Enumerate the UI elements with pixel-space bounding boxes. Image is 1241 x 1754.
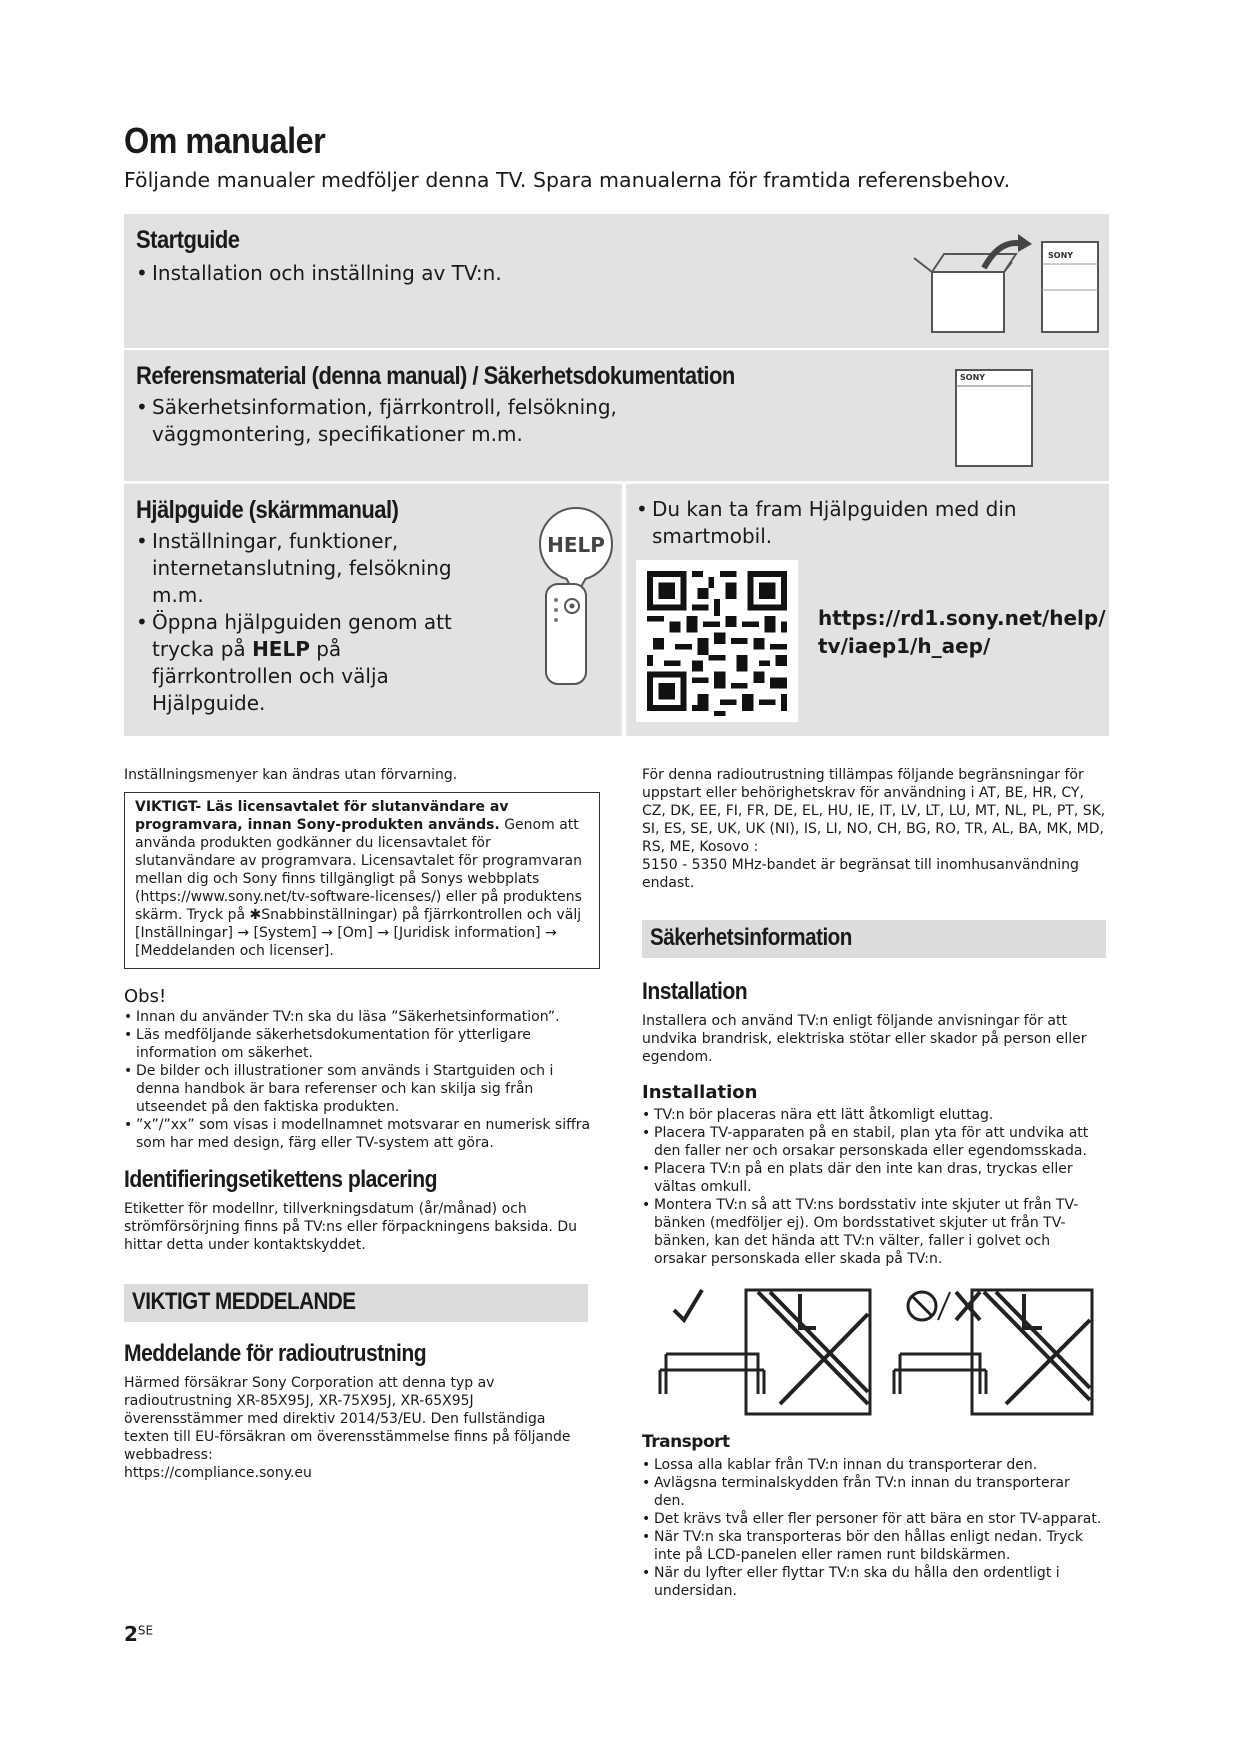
list-item: • Du kan ta fram Hjälpguiden med din smartmobil. — [636, 496, 1026, 550]
list-item: • Placera TV-apparaten på en stabil, plan yta för att undvika att den faller ner och orsakar personskada eller egendomsskada. — [642, 1124, 1104, 1160]
install-title: Installation — [642, 978, 748, 1005]
transport-title: Transport — [642, 1432, 730, 1452]
page-number: $2^{SE}$ — [124, 1622, 154, 1646]
reference-icon-brand: SONY — [960, 373, 986, 382]
list-item: • Inställningar, funktioner, internetanslutning, felsökning m.m. — [136, 528, 466, 609]
startguide-list — [136, 260, 736, 287]
helpguide-box — [124, 484, 622, 736]
reference-box — [124, 350, 1109, 481]
manual-book-icon — [954, 368, 1036, 470]
important-bar: VIKTIGT MEDDELANDE — [124, 1284, 588, 1322]
radio-title: Meddelande för radioutrustning — [124, 1340, 427, 1367]
helpguide-mobile-list — [636, 496, 1026, 550]
check-icon — [674, 1290, 702, 1320]
reference-title: Referensmaterial (denna manual) / Säkerhetsdokumentation — [136, 362, 735, 390]
list-item: • De bilder och illustrationer som används i Startguiden och i denna handbok är bara referenser och kan skilja sig från utseendet på den faktiska produkten. — [124, 1062, 594, 1116]
list-item: • Säkerhetsinformation, fjärrkontroll, felsökning, väggmontering, specifikationer m.m. — [136, 394, 776, 448]
list-item: • När TV:n ska transporteras bör den hållas enligt nedan. Tryck inte på LCD-panelen eller ramen runt bildskärmen. — [642, 1528, 1104, 1564]
list-item: • Läs medföljande säkerhetsdokumentation för ytterligare information om säkerhet. — [124, 1026, 594, 1062]
page-title: Om manualer — [124, 120, 326, 161]
install-subtitle: Installation — [642, 1082, 758, 1103]
obs-list — [124, 1008, 594, 1152]
box-and-guide-icon — [904, 232, 1104, 344]
helpguide-list — [136, 528, 466, 717]
list-item: • ”x”/”xx” som visas i modellnamnet motsvarar en numerisk siffra som har med design, färg eller TV-system att göra. — [124, 1116, 594, 1152]
list-item: • Lossa alla kablar från TV:n innan du transporterar den. — [642, 1456, 1104, 1474]
list-item: • Installation och inställning av TV:n. — [136, 260, 736, 287]
license-text-2: Snabbinställningar) på fjärrkontrollen och välj [Inställningar] → [System] → [Om] → [Juridisk information] → [Meddelanden och licenser]. — [135, 907, 582, 959]
safety-bar: Säkerhetsinformation — [642, 920, 1106, 958]
help-label: HELP — [547, 533, 605, 557]
list-item: • Avlägsna terminalskydden från TV:n innan du transporterar den. — [642, 1474, 1104, 1510]
ident-title: Identifieringsetikettens placering — [124, 1166, 438, 1193]
remote-help-icon — [536, 504, 616, 688]
restrictions-text: För denna radioutrustning tillämpas följande begränsningar för uppstart eller behörighetskrav för användning i AT, BE, HR, CY, CZ, DK, EE, FI, FR, DE, EL, HU, IE, IT, LV, LT, LU, MT, NL, PL, PT, SK, SI, ES, SE, UK, UK (NI), IS, LI, NO, CH, BG, RO, TR, AL, BA, MK, MD, RS, ME, Kosovo : 5150 - 5350 MHz-bandet är begränsat till inomhusanvändning endast. — [642, 767, 1106, 891]
install-text: Installera och använd TV:n enligt följande anvisningar för att undvika brandrisk, elektriska stötar eller skador på person eller egendom. — [642, 1013, 1087, 1065]
license-notice — [124, 792, 600, 969]
license-text: Genom att använda produkten godkänner du licensavtalet för slutanvändare av programvara. Licensavtalet för programvaran mellan dig och Sony finns tillgängligt på Sonys webbplats (https://www.sony.net/tv-software-licenses/) eller på produktens skärm. Tryck på — [135, 817, 582, 923]
startguide-box — [124, 214, 1109, 348]
helpguide-mobile-box — [626, 484, 1109, 736]
page-subtitle: Följande manualer medföljer denna TV. Spara manualerna för framtida referensbehov. — [124, 168, 1011, 192]
obs-title: Obs! — [124, 986, 167, 1007]
license-bold: VIKTIGT- Läs licensavtalet för slutanvändare av programvara, innan Sony-produkten används. — [135, 799, 509, 833]
settings-note: Inställningsmenyer kan ändras utan förvarning. — [124, 767, 458, 783]
list-item: • Montera TV:n så att TV:ns bordsstativ inte skjuter ut från TV-bänken (medföljer ej). Om bordsstativet skjuter ut från TV-bänken, kan det hända att TV:n välter, faller i golvet och orsakar personskada eller skada på TV:n. — [642, 1196, 1104, 1268]
startguide-icon-brand: SONY — [1048, 251, 1074, 260]
helpguide-url[interactable]: https://rd1.sony.net/help/ tv/iaep1/h_aep/ — [818, 606, 1106, 658]
ident-text: Etiketter för modellnr, tillverkningsdatum (år/månad) och strömförsörjning finns på TV:ns eller förpackningens baksida. Du hittar detta under kontaktskyddet. — [124, 1201, 577, 1253]
tv-stand-illustration — [650, 1284, 1110, 1424]
helpguide-title: Hjälpguide (skärmmanual) — [136, 496, 399, 524]
list-item: • Innan du använder TV:n ska du läsa ”Säkerhetsinformation”. — [124, 1008, 594, 1026]
radio-text: Härmed försäkrar Sony Corporation att denna typ av radioutrustning XR-85X95J, XR-75X95J, XR-65X95J överensstämmer med direktiv 2014/53/EU. Den fullständiga texten till EU-försäkran om överensstämmelse finns på följande webbadress: https://compliance.sony.eu — [124, 1374, 594, 1482]
list-item: • Öppna hjälpguiden genom att trycka på HELP på fjärrkontrollen och välja Hjälpguide. — [136, 609, 466, 717]
list-item: • TV:n bör placeras nära ett lätt åtkomligt eluttag. — [642, 1106, 1104, 1124]
list-item: • Det krävs två eller fler personer för att bära en stor TV-apparat. — [642, 1510, 1104, 1528]
qr-code — [636, 560, 798, 722]
list-item: • När du lyfter eller flyttar TV:n ska du hålla den ordentligt i undersidan. — [642, 1564, 1104, 1600]
radio-url[interactable]: https://compliance.sony.eu — [124, 1465, 312, 1481]
quick-settings-icon: ✱ — [249, 907, 262, 923]
startguide-title: Startguide — [136, 226, 240, 254]
list-item: • Placera TV:n på en plats där den inte kan dras, tryckas eller vältas omkull. — [642, 1160, 1104, 1196]
reference-list — [136, 394, 776, 448]
cross-icon — [956, 1292, 980, 1320]
transport-list — [642, 1456, 1104, 1600]
install-list — [642, 1106, 1104, 1268]
